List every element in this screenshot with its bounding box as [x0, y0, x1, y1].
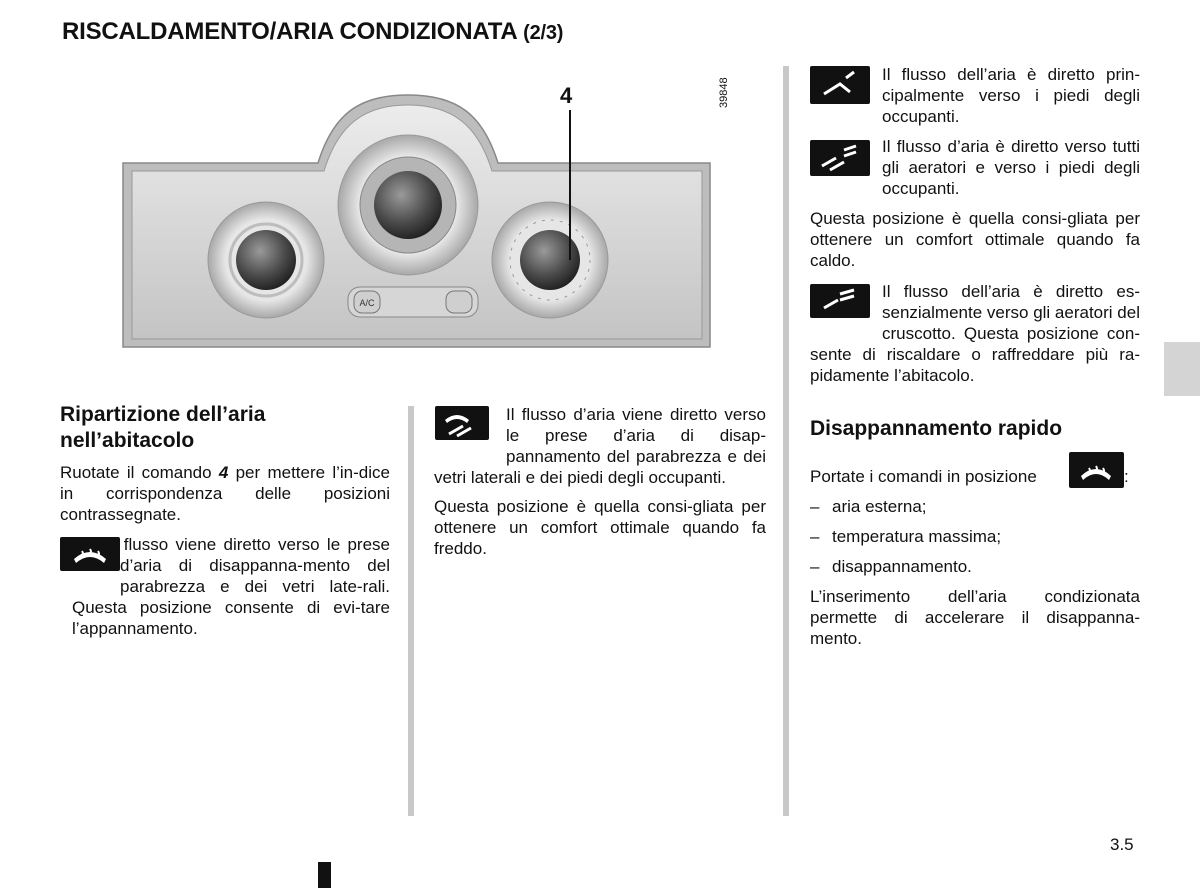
figure-code: 39848 — [718, 77, 730, 108]
ac-closing-paragraph: L’inserimento dell’aria condizionata permette di accelerare il disappanna-mento. — [810, 587, 1140, 648]
rapid-defrost-list — [810, 496, 1140, 577]
dashboard-vents-paragraph — [810, 281, 1140, 386]
intro-control-number: 4 — [218, 463, 229, 482]
bottom-marker — [318, 862, 331, 888]
heading-line-1: Ripartizione dell’aria — [60, 403, 266, 426]
rapid-intro-text: Portate i comandi in posizione — [810, 467, 1037, 486]
intro-paragraph — [60, 462, 390, 525]
column-divider-right — [783, 66, 789, 816]
list-item — [810, 556, 1140, 577]
defrost-feet-paragraph — [434, 404, 766, 488]
ac-button-label: A/C — [359, 298, 375, 308]
page-title-suffix: (2/3) — [523, 22, 564, 44]
dashboard-vents-text: Il flusso dell’aria è diretto es-senzialmente verso gli aeratori del cruscotto. Questa posizione con-sente di riscaldare o raffreddare più ra-pidamente l’abitacolo. — [810, 282, 1140, 385]
column-divider-left — [408, 406, 414, 816]
chapter-tab — [1164, 342, 1200, 396]
list-dash: – — [810, 527, 820, 546]
climate-panel-illustration — [118, 75, 718, 360]
list-item-text: disappannamento. — [832, 557, 972, 576]
rapid-defrost-heading: Disappannamento rapido — [810, 417, 1063, 440]
rapid-intro-colon: : — [1124, 467, 1129, 486]
page-title — [62, 18, 563, 46]
list-item — [810, 526, 1140, 547]
cold-weather-note: Questa posizione è quella consi-gliata per ottenere un comfort ottimale quando fa freddo. — [434, 497, 766, 558]
page-title-text: RISCALDAMENTO/ARIA CONDIZIONATA — [62, 18, 517, 45]
list-item — [810, 496, 1140, 517]
callout-number: 4 — [560, 83, 573, 108]
dashboard-icon-spacer — [810, 281, 882, 325]
all-vents-paragraph — [810, 136, 1140, 199]
rapid-defrost-icon — [1069, 452, 1124, 488]
list-dash: – — [810, 557, 820, 576]
all-vents-text: Il flusso d’aria è diretto verso tutti gli aeratori e verso i piedi degli occupanti. — [882, 137, 1140, 198]
feet-paragraph — [810, 64, 1140, 127]
all-vents-icon-spacer — [810, 136, 882, 180]
intro-text-2: per mettere l’in-dice in corrispondenza delle posizioni contrassegnate. — [60, 463, 390, 524]
page-number: 3.5 — [1110, 835, 1134, 854]
hot-weather-note: Questa posizione è quella consi-gliata per ottenere un comfort ottimale quando fa caldo. — [810, 209, 1140, 270]
intro-text-1: Ruotate il comando — [60, 463, 219, 482]
defrost-paragraph — [60, 534, 390, 639]
list-dash: – — [810, 497, 820, 516]
climate-panel-figure — [118, 75, 718, 360]
list-item-text: temperatura massima; — [832, 527, 1002, 546]
feet-text: Il flusso dell’aria è diretto prin-cipalmente verso i piedi degli occupanti. — [882, 65, 1140, 126]
defrost-feet-text: Il flusso d’aria viene diretto verso le prese d’aria di disap-pannamento del parabrezza e dei vetri laterali e dei piedi degli occupanti. — [434, 405, 766, 487]
section-air-distribution — [60, 402, 390, 535]
defrost-text: Il flusso viene diretto verso le prese d’aria di disappanna-mento del parabrezza e dei vetri late-rali. Questa posizione consente di evi-tare l’appannamento. — [72, 535, 390, 638]
feet-icon-spacer — [810, 64, 882, 108]
list-item-text: aria esterna; — [832, 497, 927, 516]
section-heading — [60, 402, 390, 454]
heading-line-2: nell’abitacolo — [60, 429, 195, 452]
defrost-feet-icon-spacer — [434, 404, 506, 448]
